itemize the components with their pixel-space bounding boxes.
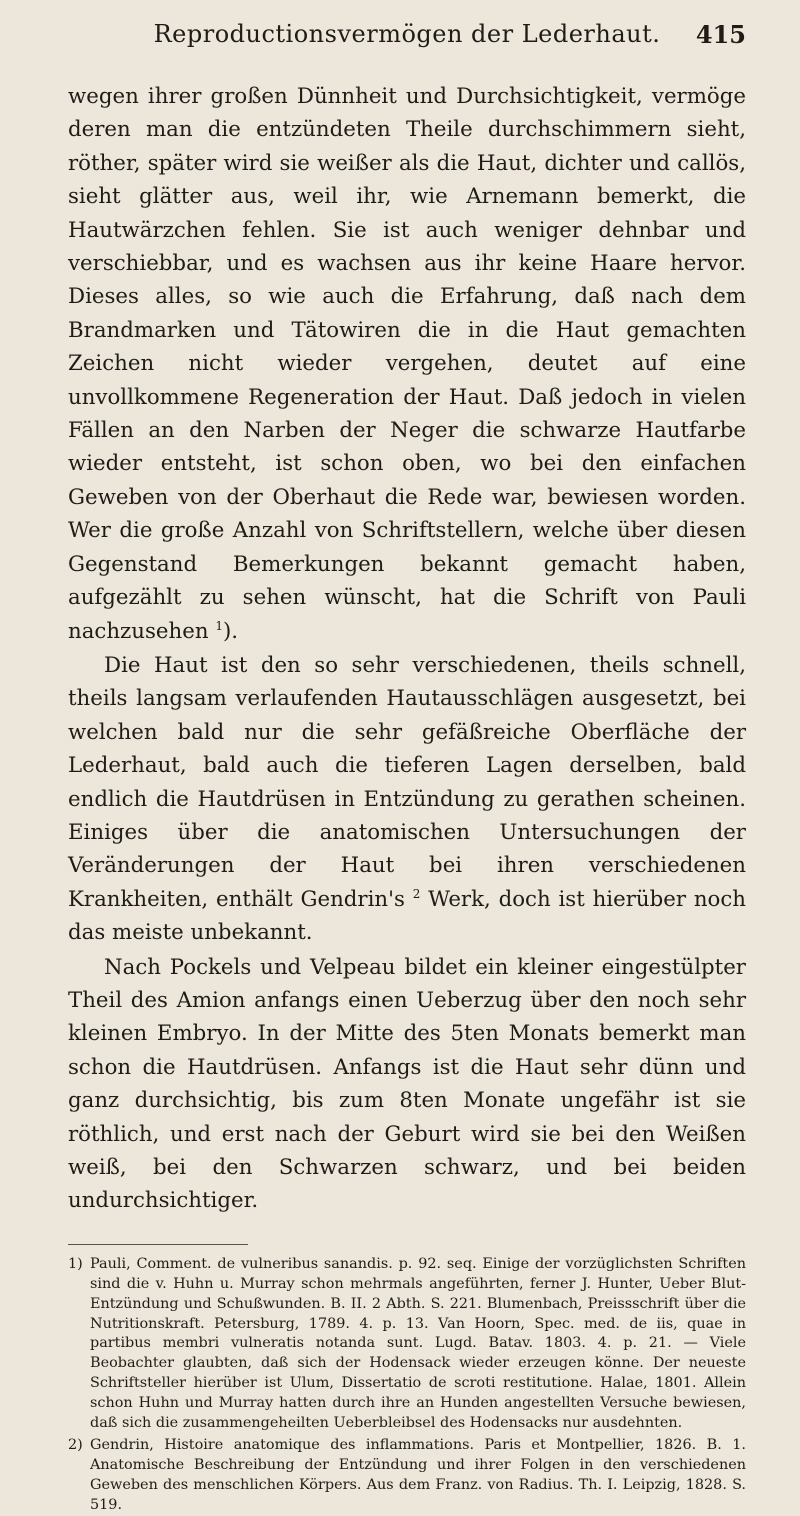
page-header (68, 20, 746, 64)
paragraph: Nach Pockels und Velpeau bildet ein kleiner eingestülpter Theil des Amion anfangs einen Ueberzug über den noch sehr kleinen Embryo. In der Mitte des 5ten Monats bemerkt man schon die Hautdrüsen. Anfangs ist die Haut sehr dünn und ganz durchsichtig, bis zum 8ten Monate ungefähr ist sie röthlich, und erst nach der Geburt wird sie bei den Weißen weiß, bei den Schwarzen schwarz, und bei beiden undurchsichtiger. (68, 954, 746, 1214)
page-number: 415 (695, 20, 746, 49)
footnote-text: Gendrin, Histoire anatomique des inflammations. Paris et Montpellier, 1826. B. 1. Anatomische Beschreibung der Entzündung und ihrer Folgen in den verschiedenen Geweben des menschlichen Körpers. Aus dem Franz. von Radius. Th. I. Leipzig, 1828. S. 519. (90, 1436, 746, 1513)
paragraph-text: Die Haut ist den so sehr verschiedenen, theils schnell, theils langsam verlaufenden Hautausschlägen ausgesetzt, bei welchen bald nur die sehr gefäßreiche Oberfläche der Lederhaut, bald auch die tieferen Lagen derselben, bald endlich die Hautdrüsen in Entzündung zu gerathen scheinen. Einiges über die anatomischen Untersuchungen der Veränderungen der Haut bei ihren verschiedenen Krankheiten, enthält Gendrin's (68, 652, 746, 912)
footnote-reference[interactable]: 2 (412, 886, 421, 901)
running-head: Reproductionsvermögen der Lederhaut. (153, 20, 661, 48)
footnote-mark: 2) (68, 1436, 83, 1453)
paragraph-tail: Werk, doch ist hierüber noch das meiste unbekannt. (68, 886, 746, 946)
footnotes (68, 1255, 746, 1516)
paragraph-text: wegen ihrer großen Dünnheit und Durchsichtigkeit, vermöge deren man die entzündeten Theile durchschimmern sieht, röther, später wird sie weißer als die Haut, dichter und callös, sieht glätter aus, weil ihr, wie Arnemann bemerkt, die Hautwärzchen fehlen. Sie ist auch weniger dehnbar und verschiebbar, und es wachsen aus ihr keine Haare hervor. Dieses alles, so wie auch die Erfahrung, daß nach dem Brandmarken und Tätowiren die in die Haut gemachten Zeichen nicht wieder vergehen, deutet auf eine unvollkommene Regeneration der Haut. Daß jedoch in vielen Fällen an den Narben der Neger die schwarze Hautfarbe wieder entsteht, ist schon oben, wo bei den einfachen Geweben von der Oberhaut die Rede war, bewiesen worden. Wer die große Anzahl von Schriftstellern, welche über diesen Gegenstand Bemerkungen bekannt gemacht haben, aufgezählt zu sehen wünscht, hat die Schrift von Pauli nachzusehen (68, 84, 746, 644)
footnote (68, 1255, 746, 1434)
footnote-divider (68, 1244, 248, 1245)
footnote (68, 1436, 746, 1516)
body-text (68, 80, 746, 1218)
paragraph-tail: ). (222, 618, 239, 644)
footnote-text: Pauli, Comment. de vulneribus sanandis. p. 92. seq. Einige der vorzüglichsten Schriften sind die v. Huhn u. Murray schon mehrmals angeführten, ferner J. Hunter, Ueber Blut-Entzündung und Schußwunden. B. II. 2 Abth. S. 221. Blumenbach, Preissschrift über die Nutritionskraft. Petersburg, 1789. 4. p. 13. Van Hoorn, Spec. med. de iis, quae in partibus membri vulneratis notanda sunt. Lugd. Batav. 1803. 4. p. 21. — Viele Beobachter glaubten, daß sich der Hodensack wieder erzeugen könne. Der neueste Schriftsteller hierüber ist Ulum, Dissertatio de scroti restitutione. Halae, 1801. Allein schon Huhn und Murray hatten durch ihre an Hunden angestellten Versuche bewiesen, daß sich die zusammengeheilten Ueberbleibsel des Hodensacks nur ausdehnten. (90, 1255, 746, 1432)
paragraph (68, 649, 746, 950)
footnote-mark: 1) (68, 1255, 83, 1272)
footnote-reference[interactable]: 1 (215, 618, 223, 633)
paragraph (68, 80, 746, 648)
